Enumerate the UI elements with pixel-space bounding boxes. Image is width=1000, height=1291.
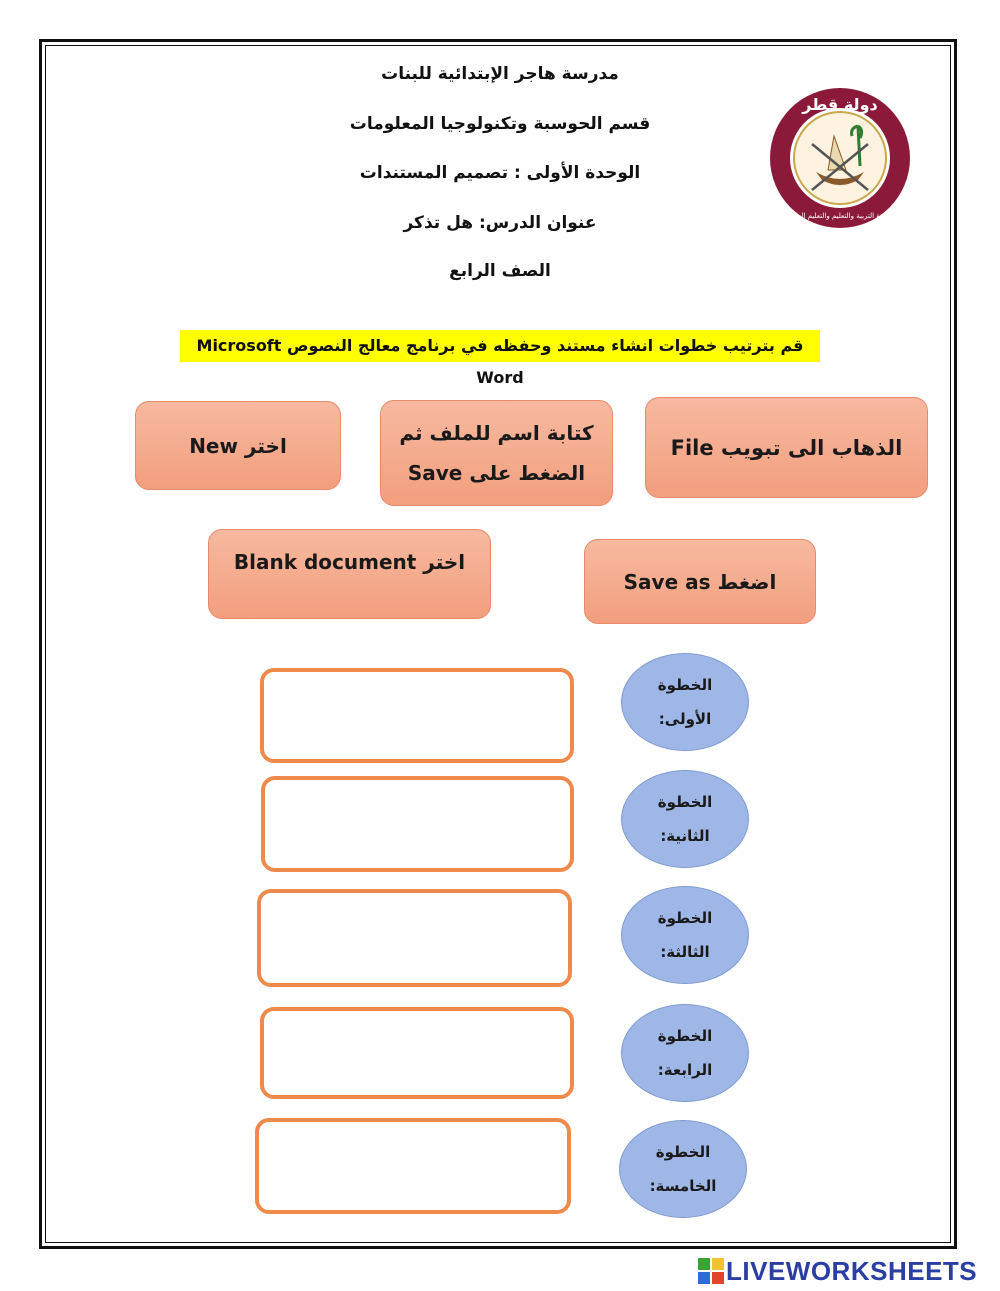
step-label-1-ordinal: الأولى: xyxy=(658,710,712,728)
card-press-save-as[interactable] xyxy=(584,539,816,624)
liveworksheets-brand: LIVEWORKSHEETS xyxy=(726,1256,978,1286)
step-label-3-ordinal: الثالثة: xyxy=(660,943,710,961)
school-name: مدرسة هاجر الإبتدائية للبنات xyxy=(381,64,619,84)
card-press-save-as-label: اضغط Save as xyxy=(623,569,777,594)
card-choose-new[interactable] xyxy=(135,401,341,490)
liveworksheets-logo-icon xyxy=(698,1258,724,1284)
step-label-1-word: الخطوة xyxy=(657,676,713,694)
step-label-3 xyxy=(621,886,749,984)
card-type-filename[interactable] xyxy=(380,400,613,506)
unit-title: الوحدة الأولى : تصميم المستندات xyxy=(359,163,641,183)
step-label-5 xyxy=(619,1120,747,1218)
answer-box-step-4[interactable] xyxy=(260,1007,574,1099)
step-label-4-ordinal: الرابعة: xyxy=(657,1061,713,1079)
instruction-highlight: قم بترتيب خطوات انشاء مستند وحفظه في برنامج معالج النصوص Microsoft Word xyxy=(180,330,820,362)
card-go-file-tab[interactable] xyxy=(645,397,928,498)
qatar-emblem-icon xyxy=(768,86,912,230)
answer-box-step-5[interactable] xyxy=(255,1118,571,1214)
lesson-title: عنوان الدرس: هل تذكر xyxy=(403,213,597,233)
card-choose-new-label: اختر New xyxy=(189,433,287,458)
answer-box-step-1[interactable] xyxy=(260,668,574,763)
grade-label: الصف الرابع xyxy=(449,261,551,281)
answer-box-step-2[interactable] xyxy=(261,776,574,872)
step-label-5-ordinal: الخامسة: xyxy=(649,1177,717,1195)
card-choose-blank-document-label: اختر Blank document xyxy=(233,550,466,574)
step-label-1 xyxy=(621,653,749,751)
card-choose-blank-document[interactable] xyxy=(208,529,491,619)
step-label-2-word: الخطوة xyxy=(657,793,713,811)
step-label-4-word: الخطوة xyxy=(657,1027,713,1045)
step-label-2 xyxy=(621,770,749,868)
department-name: قسم الحوسبة وتكنولوجيا المعلومات xyxy=(349,114,651,134)
card-go-file-tab-label: الذهاب الى تبويب File xyxy=(670,435,903,460)
answer-box-step-3[interactable] xyxy=(257,889,572,987)
step-label-5-word: الخطوة xyxy=(655,1143,711,1161)
step-label-4 xyxy=(621,1004,749,1102)
card-type-filename-line1: كتابة اسم للملف ثم xyxy=(399,421,594,445)
card-type-filename-line2: الضغط على Save xyxy=(407,461,586,485)
step-label-3-word: الخطوة xyxy=(657,909,713,927)
emblem-top-text: دولة قطر xyxy=(802,95,878,114)
emblem-ring-text: وزارة التربية والتعليم والتعليم العالي xyxy=(787,212,893,220)
step-label-2-ordinal: الثانية: xyxy=(660,827,710,845)
